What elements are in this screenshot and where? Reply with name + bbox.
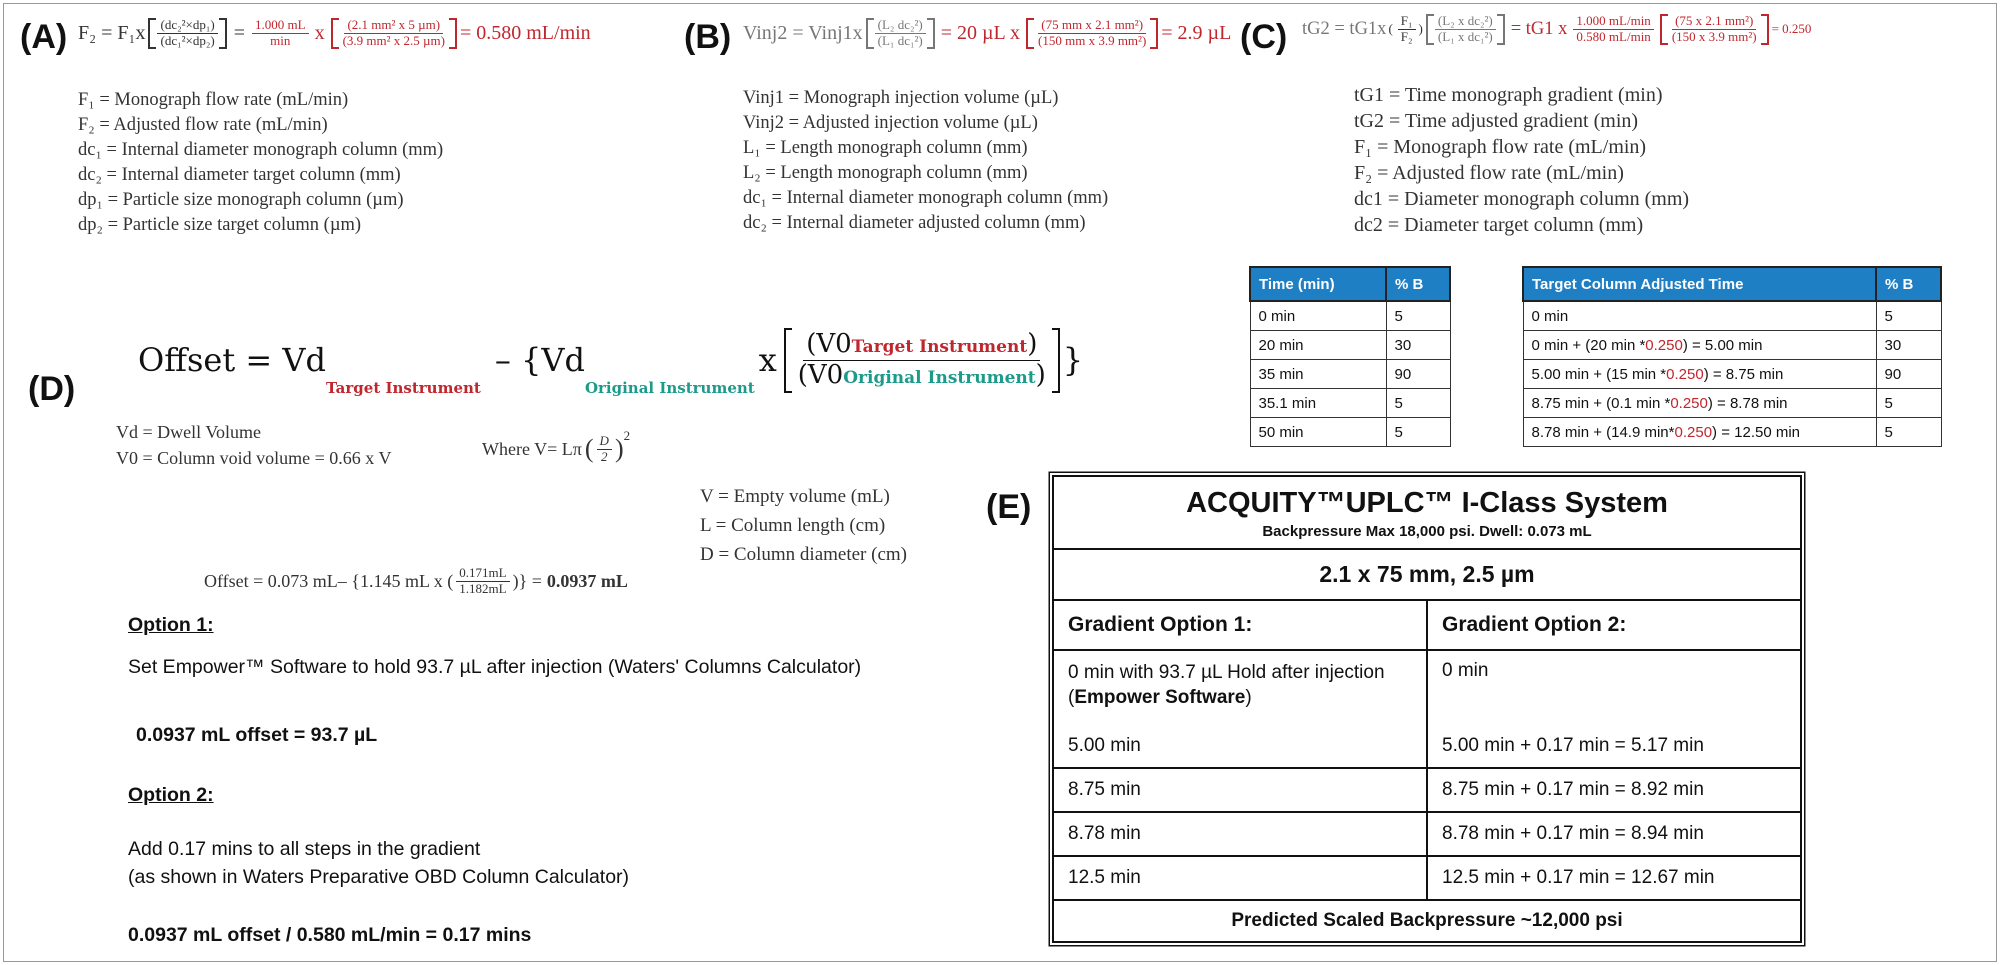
panel-c-flow-num: 1.000 mL/min: [1573, 14, 1653, 30]
panel-b-definition-1: Vinj2 = Adjusted injection volume (µL): [743, 113, 1038, 133]
panel-a-ratio-num: (dc₂²×dp₁): [157, 18, 217, 34]
panel-a-values-num: (2.1 mm² x 5 µm): [344, 18, 443, 34]
calc-post: )} =: [512, 570, 542, 591]
panel-c-equation: tG2 = tG1x ( $\frac{\text{F₁}}{\text{F₂}}$ ) $\frac{\text{(L₂ x dc₂²)}}{\text{(L₁ x dc₁²)}}$ = tG1 x $\frac{1.000 mL/\min}{0.580 mL/\min}$ $\frac{\text{(75 x 2.1 mm²)}}{\text{(150 x 3.9 mm²)}}$ = 0.250: [1302, 13, 1812, 44]
panel-b-values-bracket: [1026, 18, 1158, 49]
v0-definition: [116, 446, 391, 471]
gradient-option1-header: Gradient Option 1:: [1068, 613, 1253, 636]
table2-row: [1523, 301, 1941, 331]
gradient-row: [1054, 725, 1800, 767]
offset-bracket: [784, 328, 1060, 393]
table1-cell: 50 min: [1250, 418, 1386, 447]
offset-close-brace: }: [1062, 341, 1084, 380]
option1-time: 8.75 min: [1068, 779, 1141, 800]
table2-header-b: % B: [1876, 267, 1941, 301]
table2-row: [1523, 389, 1941, 418]
offset-lhs: Offset = Vd: [138, 341, 326, 380]
panel-c-definitions: [1354, 82, 1689, 238]
panel-b-values-num: (75 mm x 2.1 mm²): [1038, 18, 1146, 34]
v0-den-sub: Original Instrument: [843, 367, 1036, 388]
option1-time: 5.00 min: [1068, 735, 1141, 756]
option2-time: 5.00 min + 0.17 min = 5.17 min: [1426, 725, 1800, 767]
option2-time: 12.5 min + 0.17 min = 12.67 min: [1426, 857, 1800, 899]
where-num: D: [597, 434, 612, 450]
table2-cell: 0 min: [1523, 301, 1876, 331]
panel-c-definition-4: dc1 = Diameter monograph column (mm): [1354, 188, 1690, 210]
volume-definition-2: D = Column diameter (cm): [700, 544, 907, 565]
panel-a-definition-5: dp₂ = Particle size target column (µm): [78, 215, 362, 235]
option1-row0-bold: Empower Software: [1074, 687, 1246, 708]
panel-a-ratio-bracket: [148, 18, 226, 49]
panel-c-result: = 0.250: [1771, 21, 1812, 37]
panel-b-values-den: (150 mm x 3.9 mm²): [1038, 32, 1147, 48]
panel-e-label: (E): [986, 488, 1032, 526]
table1-row: [1250, 301, 1450, 331]
panel-a-definition-0: F₁ = Monograph flow rate (mL/min): [78, 90, 349, 110]
panel-b-label: (B): [684, 18, 732, 56]
gradient-row: [1054, 855, 1800, 899]
v0-num-sub: Target Instrument: [851, 337, 1028, 357]
panel-a-times: x: [314, 21, 325, 44]
panel-a-definition-1: F₂ = Adjusted flow rate (mL/min): [78, 115, 328, 135]
panel-c-f-den: F₂: [1400, 28, 1413, 44]
panel-c-adjusted-gradient-table: [1522, 266, 1942, 447]
column-spec: 2.1 x 75 mm, 2.5 µm: [1319, 561, 1535, 587]
table1-cell: 0 min: [1250, 301, 1386, 331]
option1-text: Set Empower™ Software to hold 93.7 µL after injection (Waters' Columns Calculator): [128, 656, 862, 678]
panel-b-definition-4: dc₁ = Internal diameter monograph column (mm): [743, 188, 1109, 208]
vd-def-text: Vd = Dwell Volume: [116, 422, 261, 442]
offset-sub-original: Original Instrument: [584, 378, 755, 397]
table2-cell: 30: [1876, 331, 1941, 360]
panel-b-definition-5: dc₂ = Internal diameter adjusted column (mm): [743, 213, 1086, 233]
calc-result: 0.0937 mL: [546, 570, 628, 591]
table1-row: [1250, 389, 1450, 418]
table1-row: [1250, 360, 1450, 389]
option1-time: 12.5 min: [1068, 867, 1141, 888]
panel-c-ratio-bracket: [1426, 14, 1505, 45]
panel-c-values-bracket: [1660, 14, 1769, 45]
table1-cell: 35 min: [1250, 360, 1386, 389]
table2-header-time: Target Column Adjusted Time: [1523, 267, 1876, 301]
panel-d-offset-equation: [138, 328, 1084, 397]
table1-cell: 5: [1386, 301, 1450, 331]
volume-definitions: [700, 482, 907, 569]
where-exp: 2: [623, 428, 631, 443]
panel-b-lhs: Vinj2 = Vinj1x: [743, 21, 863, 44]
option2-result: 0.0937 mL offset / 0.580 mL/min = 0.17 mins: [128, 924, 532, 946]
panel-b-mid: = 20 µL x: [940, 21, 1021, 44]
table2-cell: 8.78 min + (14.9 min*0.250) = 12.50 min: [1523, 418, 1876, 447]
gradient-option2-header: Gradient Option 2:: [1426, 601, 1800, 649]
table1-row: [1250, 418, 1450, 447]
panel-a-lhs: F₂ = F₁x: [78, 21, 146, 44]
panel-c-lhs: tG2 = tG1x: [1302, 18, 1387, 39]
calc-num: 0.171mL: [456, 566, 509, 582]
panel-a-eq1: =: [233, 21, 245, 44]
where-text: Where V= Lπ: [482, 438, 582, 459]
gradient-row: [1054, 767, 1800, 811]
option1-result: 0.0937 mL offset = 93.7 µL: [136, 724, 378, 746]
option1-title: Option 1:: [128, 614, 214, 636]
option2-time: 8.78 min + 0.17 min = 8.94 min: [1426, 813, 1800, 855]
panel-c-values-den: (150 x 3.9 mm²): [1671, 28, 1757, 44]
panel-a-definition-3: dc₂ = Internal diameter target column (mm): [78, 165, 401, 185]
option1-row0: [1054, 651, 1426, 725]
panel-d-label: (D): [28, 370, 76, 408]
table2-row: [1523, 360, 1941, 389]
panel-e-system-table: [1052, 475, 1802, 943]
panel-b-ratio-den: (L₁ dc₁²): [877, 32, 923, 48]
option1-row0-pre: 0 min with 93.7 µL Hold after injection (: [1068, 662, 1385, 708]
panel-c-definition-5: dc2 = Diameter target column (mm): [1354, 214, 1644, 236]
option2-title: Option 2:: [128, 784, 214, 806]
panel-c-ratio-den: (L₁ x dc₁²): [1437, 28, 1493, 44]
table2-cell: 5: [1876, 389, 1941, 418]
panel-a-definition-4: dp₁ = Particle size monograph column (µm): [78, 190, 404, 210]
panel-a-flow-den: min: [270, 32, 291, 48]
panel-c-original-gradient-table: [1249, 266, 1451, 447]
system-title: ACQUITY™UPLC™ I-Class System: [1186, 487, 1668, 519]
table1-header-b: % B: [1386, 267, 1450, 301]
volume-definition-0: V = Empty volume (mL): [700, 486, 890, 507]
panel-c-definition-1: tG2 = Time adjusted gradient (min): [1354, 110, 1639, 132]
panel-b-result: = 2.9 µL: [1161, 21, 1232, 44]
table2-row: [1523, 331, 1941, 360]
panel-c-f-num: F₁: [1398, 14, 1416, 30]
table1-cell: 5: [1386, 418, 1450, 447]
panel-a-definition-2: dc₁ = Internal diameter monograph column (mm): [78, 140, 444, 160]
panel-b-definition-3: L₂ = Length monograph column (mm): [743, 163, 1028, 183]
table1-cell: 30: [1386, 331, 1450, 360]
panel-c-eq1: = tG1 x: [1510, 18, 1568, 39]
panel-c-ratio-num: (L₂ x dc₂²): [1435, 14, 1496, 30]
table2-cell: 5.00 min + (15 min *0.250) = 8.75 min: [1523, 360, 1876, 389]
option2-line2: (as shown in Waters Preparative OBD Column Calculator): [128, 866, 630, 888]
table1-cell: 35.1 min: [1250, 389, 1386, 418]
option2-row0: 0 min: [1426, 651, 1800, 725]
where-den: 2: [600, 448, 608, 464]
table2-cell: 8.75 min + (0.1 min *0.250) = 8.78 min: [1523, 389, 1876, 418]
panel-b-ratio-num: (L₂ dc₂²): [875, 18, 926, 34]
option1-row0-post: ): [1245, 687, 1252, 708]
offset-sub-target: Target Instrument: [325, 378, 481, 397]
v0-num-close: ): [1027, 329, 1038, 359]
panel-b-definitions: [743, 86, 1108, 236]
panel-a-result: = 0.580 mL/min: [459, 21, 591, 44]
panel-c-definition-3: F₂ = Adjusted flow rate (mL/min): [1354, 162, 1624, 184]
panel-c-definition-0: tG1 = Time monograph gradient (min): [1354, 84, 1663, 106]
v0-den-close: ): [1035, 359, 1046, 390]
panel-a-definitions: [78, 88, 443, 238]
panel-b-definition-0: Vinj1 = Monograph injection volume (µL): [743, 88, 1059, 108]
panel-b-definition-2: L₁ = Length monograph column (mm): [743, 138, 1028, 158]
offset-times: x: [758, 341, 777, 380]
table1-cell: 20 min: [1250, 331, 1386, 360]
v-definition: Where V= Lπ ( $\frac{D}{2}$ ) 2: [482, 428, 631, 464]
panel-a-values-bracket: [331, 18, 457, 49]
v0-den: (V0: [797, 359, 844, 390]
option2-line1: Add 0.17 mins to all steps in the gradient: [128, 838, 481, 860]
panel-c-flow-den: 0.580 mL/min: [1576, 28, 1651, 44]
predicted-backpressure: Predicted Scaled Backpressure ~12,000 psi: [1231, 910, 1623, 931]
panel-c-definition-2: F₁ = Monograph flow rate (mL/min): [1354, 136, 1647, 158]
gradient-row: [1054, 811, 1800, 855]
v0-num: (V0: [806, 329, 852, 359]
offset-calculation: [204, 566, 628, 597]
option2-time: 8.75 min + 0.17 min = 8.92 min: [1426, 769, 1800, 811]
table2-cell: 0 min + (20 min *0.250) = 5.00 min: [1523, 331, 1876, 360]
volume-definition-1: L = Column length (cm): [700, 515, 886, 536]
panel-c-values-num: (75 x 2.1 mm²): [1672, 14, 1756, 30]
system-subtitle: Backpressure Max 18,000 psi. Dwell: 0.073 mL: [1262, 523, 1592, 540]
panel-a-equation: [78, 18, 591, 49]
table2-cell: 5: [1876, 418, 1941, 447]
table2-row: [1523, 418, 1941, 447]
table1-cell: 5: [1386, 389, 1450, 418]
calc-den: 1.182mL: [459, 580, 507, 596]
panel-b-ratio-bracket: [866, 18, 935, 49]
vd-definition: [116, 420, 261, 445]
table2-cell: 90: [1876, 360, 1941, 389]
panel-b-equation: [743, 18, 1231, 49]
panel-c-label: (C): [1240, 18, 1288, 56]
table1-cell: 90: [1386, 360, 1450, 389]
calc-pre: Offset = 0.073 mL– {1.145 mL x (: [204, 570, 454, 591]
panel-a-ratio-den: (dc₁²×dp₂): [160, 32, 215, 48]
panel-a-flow-num: 1.000 mL: [252, 18, 309, 34]
v0-def-text: V0 = Column void volume = 0.66 x V: [116, 448, 392, 468]
table1-row: [1250, 331, 1450, 360]
table1-header-time: Time (min): [1250, 267, 1386, 301]
panel-a-values-den: (3.9 mm² x 2.5 µm): [342, 32, 445, 48]
offset-minus: – {Vd: [494, 341, 585, 380]
option1-time: 8.78 min: [1068, 823, 1141, 844]
table2-cell: 5: [1876, 301, 1941, 331]
panel-a-label: (A): [20, 18, 68, 56]
